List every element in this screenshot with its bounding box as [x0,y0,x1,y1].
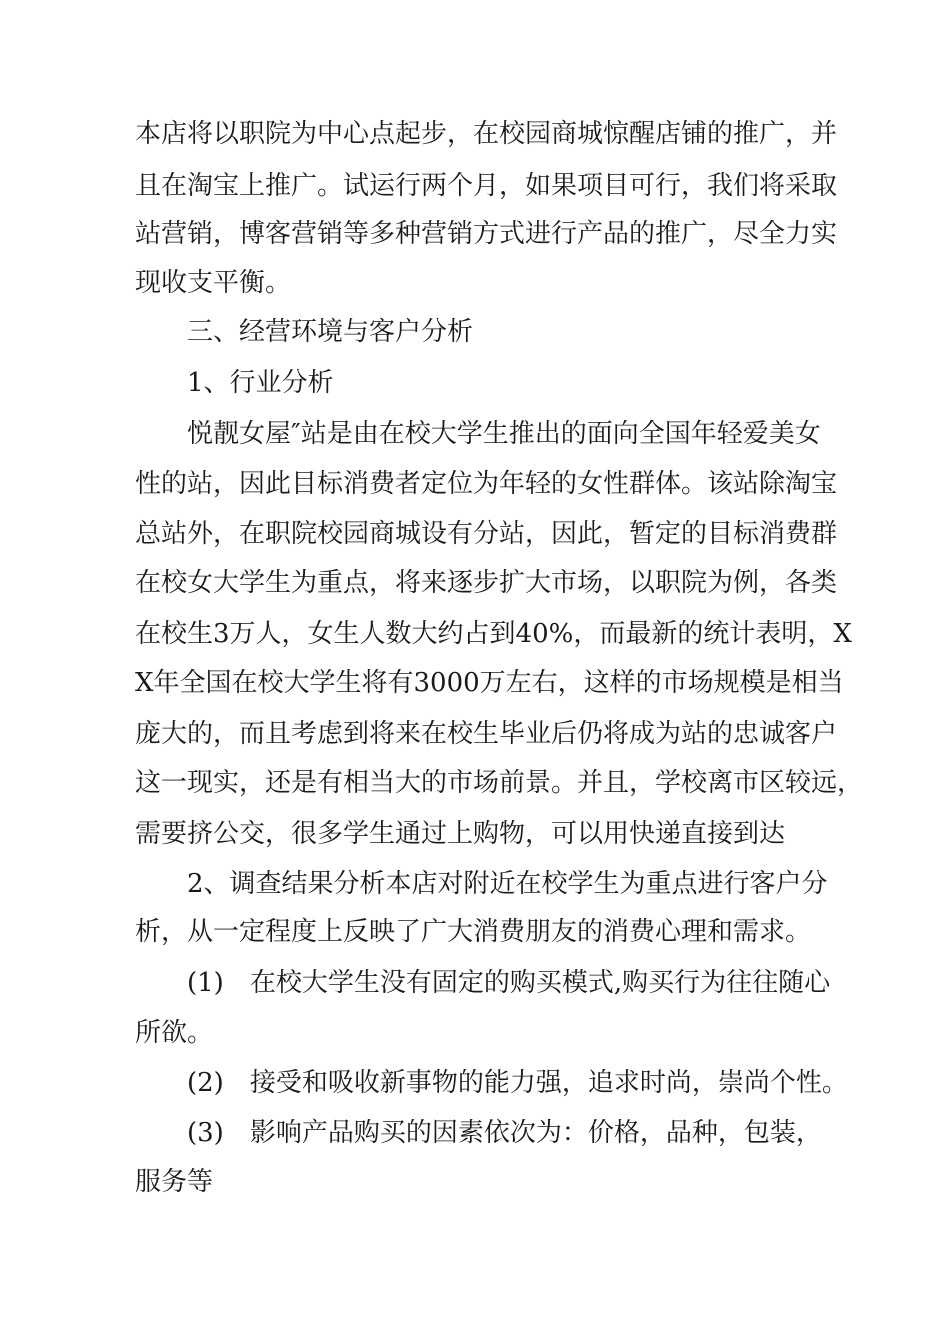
paragraph-line: 且在淘宝上推广。试运行两个月，如果项目可行，我们将采取 [135,171,838,201]
list-item: (2) 接受和吸收新事物的能力强，追求时尚，崇尚个性。 [187,1068,848,1098]
paragraph-line: 在校生3万人，女生人数大约占到40%，而最新的统计表明，X [135,619,852,649]
paragraph-line: 性的站，因此目标消费者定位为年轻的女性群体。该站除淘宝 [135,469,838,499]
subsection-heading: 2、调查结果分析本店对附近在校学生为重点进行客户分 [187,869,828,899]
paragraph-line: 本店将以职院为中心点起步，在校园商城惊醒店铺的推广，并 [135,119,838,149]
paragraph-line: 现收支平衡。 [135,268,292,298]
list-item: (3) 影响产品购买的因素依次为：价格，品种，包装， [187,1118,822,1148]
section-heading: 三、经营环境与客户分析 [187,317,474,347]
paragraph-line: 悦靓女屋″站是由在校大学生推出的面向全国年轻爱美女 [187,419,821,449]
list-item-continuation: 所欲。 [135,1018,214,1048]
paragraph-line: 需要挤公交，很多学生通过上购物，可以用快递直接到达 [135,819,786,849]
paragraph-line: 总站外，在职院校园商城设有分站，因此，暂定的目标消费群 [135,519,838,549]
paragraph-line: 站营销，博客营销等多种营销方式进行产品的推广，尽全力实 [135,219,838,249]
list-item: (1) 在校大学生没有固定的购买模式,购买行为往往随心 [187,968,831,998]
paragraph-line: 析，从一定程度上反映了广大消费朋友的消费心理和需求。 [135,917,812,947]
paragraph-line: X年全国在校大学生将有3000万左右，这样的市场规模是相当 [135,668,844,698]
paragraph-line: 这一现实，还是有相当大的市场前景。并且，学校离市区较远， [135,768,864,798]
subsection-heading: 1、行业分析 [187,368,334,398]
paragraph-line: 在校女大学生为重点，将来逐步扩大市场，以职院为例，各类 [135,568,838,598]
paragraph-line: 庞大的，而且考虑到将来在校生毕业后仍将成为站的忠诚客户 [135,719,838,749]
list-item-continuation: 服务等 [135,1167,214,1197]
